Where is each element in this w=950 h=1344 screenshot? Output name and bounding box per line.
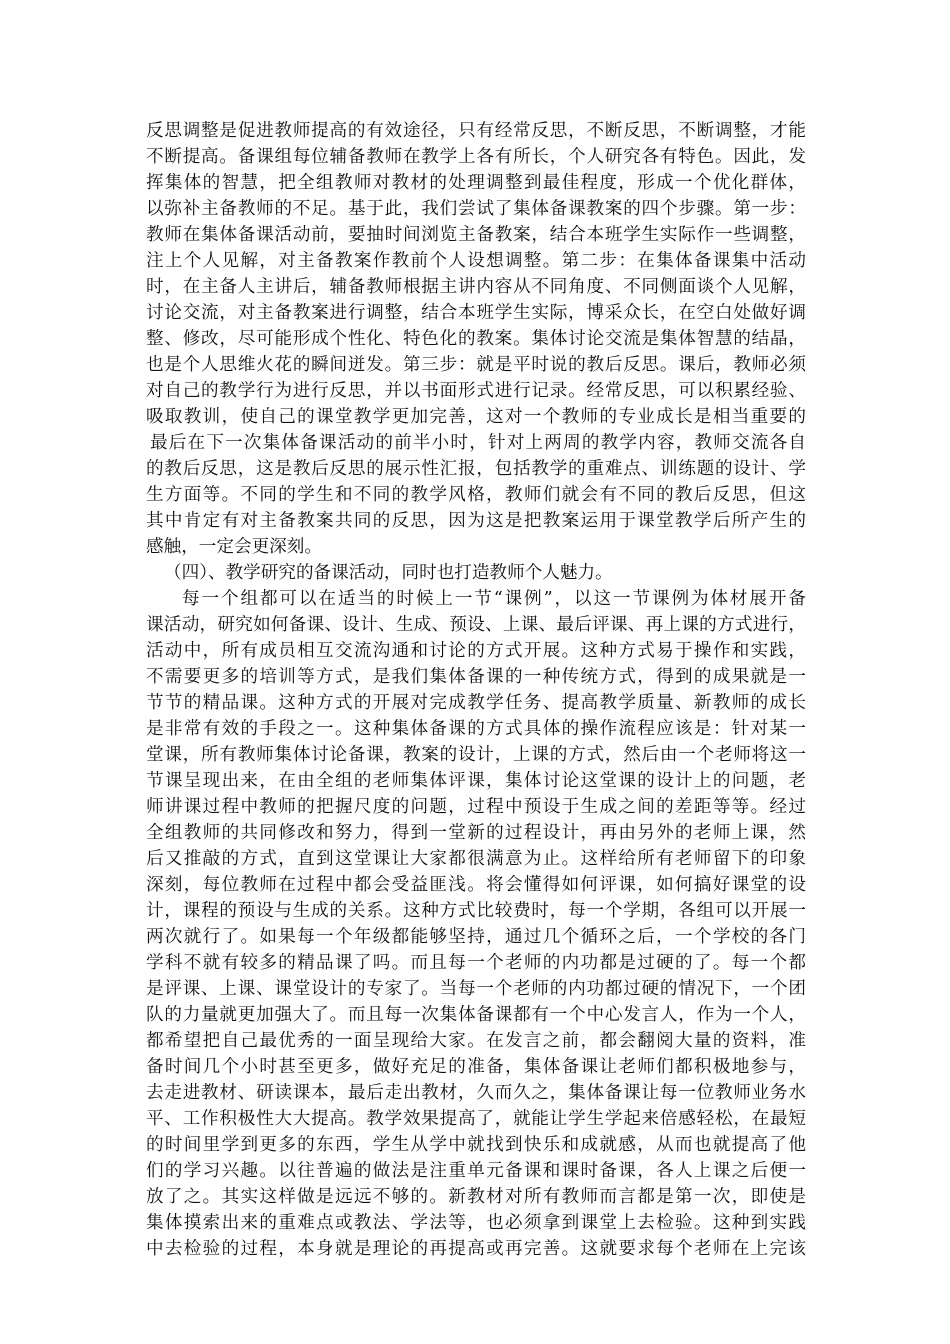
text-line: 生方面等。不同的学生和不同的教学风格，教师们就会有不同的教后反思，但这 (146, 485, 806, 505)
text-line: 是非常有效的手段之一。这种集体备课的方式具体的操作流程应该是：针对某一 (146, 719, 806, 739)
text-line: 注上个人见解，对主备教案作教前个人设想调整。第二步：在集体备课集中活动 (146, 251, 806, 271)
text-line: 放了之。其实这样做是远远不够的。新教材对所有教师而言都是第一次，即使是 (146, 1187, 806, 1207)
paragraph-first-line: 每一个组都可以在适当的时候上一节“课例”，以这一节课例为体材展开备 (182, 589, 806, 609)
text-line: 是评课、上课、课堂设计的专家了。当每一个老师的内功都过硬的情况下，一个团 (146, 979, 806, 999)
text-line: 的时间里学到更多的东西，学生从学中就找到快乐和成就感，从而也就提高了他 (146, 1135, 806, 1155)
text-line: 挥集体的智慧，把全组教师对教材的处理调整到最佳程度，形成一个优化群体， (146, 173, 806, 193)
text-line: 全组教师的共同修改和努力，得到一堂新的过程设计，再由另外的老师上课，然 (146, 823, 806, 843)
section-heading: （四）、教学研究的备课活动，同时也打造教师个人魅力。 (164, 563, 613, 583)
text-line: 最后在下一次集体备课活动的前半小时，针对上两周的教学内容，教师交流各自 (150, 433, 806, 453)
text-line: 备时间几个小时甚至更多，做好充足的准备，集体备课让老师们都积极地参与， (146, 1057, 806, 1077)
text-line: 师讲课过程中教师的把握尺度的问题，过程中预设于生成之间的差距等等。经过 (146, 797, 806, 817)
text-line: 学科不就有较多的精品课了吗。而且每一个老师的内功都是过硬的了。每一个都 (146, 953, 806, 973)
text-line: 课活动，研究如何备课、设计、生成、预设、上课、最后评课、再上课的方式进行， (146, 615, 806, 635)
text-line: 的教后反思，这是教后反思的展示性汇报，包括教学的重难点、训练题的设计、学 (146, 459, 806, 479)
text-line: 们的学习兴趣。以往普遍的做法是注重单元备课和课时备课，各人上课之后便一 (146, 1161, 806, 1181)
text-line: 活动中，所有成员相互交流沟通和讨论的方式开展。这种方式易于操作和实践， (146, 641, 806, 661)
text-line: 反思调整是促进教师提高的有效途径，只有经常反思，不断反思，不断调整，才能 (146, 121, 806, 141)
text-line: 对自己的教学行为进行反思，并以书面形式进行记录。经常反思，可以积累经验、 (146, 381, 806, 401)
text-line: 时，在主备人主讲后，辅备教师根据主讲内容从不同角度、不同侧面谈个人见解， (146, 277, 806, 297)
text-line: 不需要更多的培训等方式，是我们集体备课的一种传统方式，得到的成果就是一 (146, 667, 806, 687)
text-line: 节节的精品课。这种方式的开展对完成教学任务、提高教学质量、新教师的成长 (146, 693, 806, 713)
text-line: 也是个人思维火花的瞬间迸发。第三步：就是平时说的教后反思。课后，教师必须 (146, 355, 806, 375)
text-line: 其中肯定有对主备教案共同的反思，因为这是把教案运用于课堂教学后所产生的 (146, 511, 806, 531)
text-line: 中去检验的过程，本身就是理论的再提高或再完善。这就要求每个老师在上完该 (146, 1239, 806, 1259)
text-line: 集体摸索出来的重难点或教法、学法等，也必须拿到课堂上去检验。这种到实践 (146, 1213, 806, 1233)
text-line: 以弥补主备教师的不足。基于此，我们尝试了集体备课教案的四个步骤。第一步： (146, 199, 806, 219)
text-line: 都希望把自己最优秀的一面呈现给大家。在发言之前，都会翻阅大量的资料，准 (146, 1031, 806, 1051)
text-line: 不断提高。备课组每位辅备教师在教学上各有所长，个人研究各有特色。因此，发 (146, 147, 806, 167)
text-line: 深刻，每位教师在过程中都会受益匪浅。将会懂得如何评课，如何搞好课堂的设 (146, 875, 806, 895)
text-line: 队的力量就更加强大了。而且每一次集体备课都有一个中心发言人，作为一个人， (146, 1005, 806, 1025)
text-line: 感触，一定会更深刻。 (146, 537, 322, 557)
text-line: 整、修改，尽可能形成个性化、特色化的教案。集体讨论交流是集体智慧的结晶， (146, 329, 806, 349)
text-line: 节课呈现出来，在由全组的老师集体评课，集体讨论这堂课的设计上的问题，老 (146, 771, 806, 791)
text-line: 计，课程的预设与生成的关系。这种方式比较费时，每一个学期，各组可以开展一 (146, 901, 806, 921)
body-text (146, 118, 806, 1262)
text-line: 堂课，所有教师集体讨论备课，教案的设计，上课的方式，然后由一个老师将这一 (146, 745, 806, 765)
text-line: 平、工作积极性大大提高。教学效果提高了，就能让学生学起来倍感轻松，在最短 (146, 1109, 806, 1129)
text-line: 后又推敲的方式，直到这堂课让大家都很满意为止。这样给所有老师留下的印象 (146, 849, 806, 869)
text-line: 两次就行了。如果每一个年级都能够坚持，通过几个循环之后，一个学校的各门 (146, 927, 806, 947)
text-line: 去走进教材、研读课本，最后走出教材，久而久之，集体备课让每一位教师业务水 (146, 1083, 806, 1103)
text-line: 讨论交流，对主备教案进行调整，结合本班学生实际，博采众长，在空白处做好调 (146, 303, 806, 323)
text-line: 吸取教训，使自己的课堂教学更加完善，这对一个教师的专业成长是相当重要的 (146, 407, 806, 427)
text-line: 教师在集体备课活动前，要抽时间浏览主备教案，结合本班学生实际作一些调整， (146, 225, 806, 245)
